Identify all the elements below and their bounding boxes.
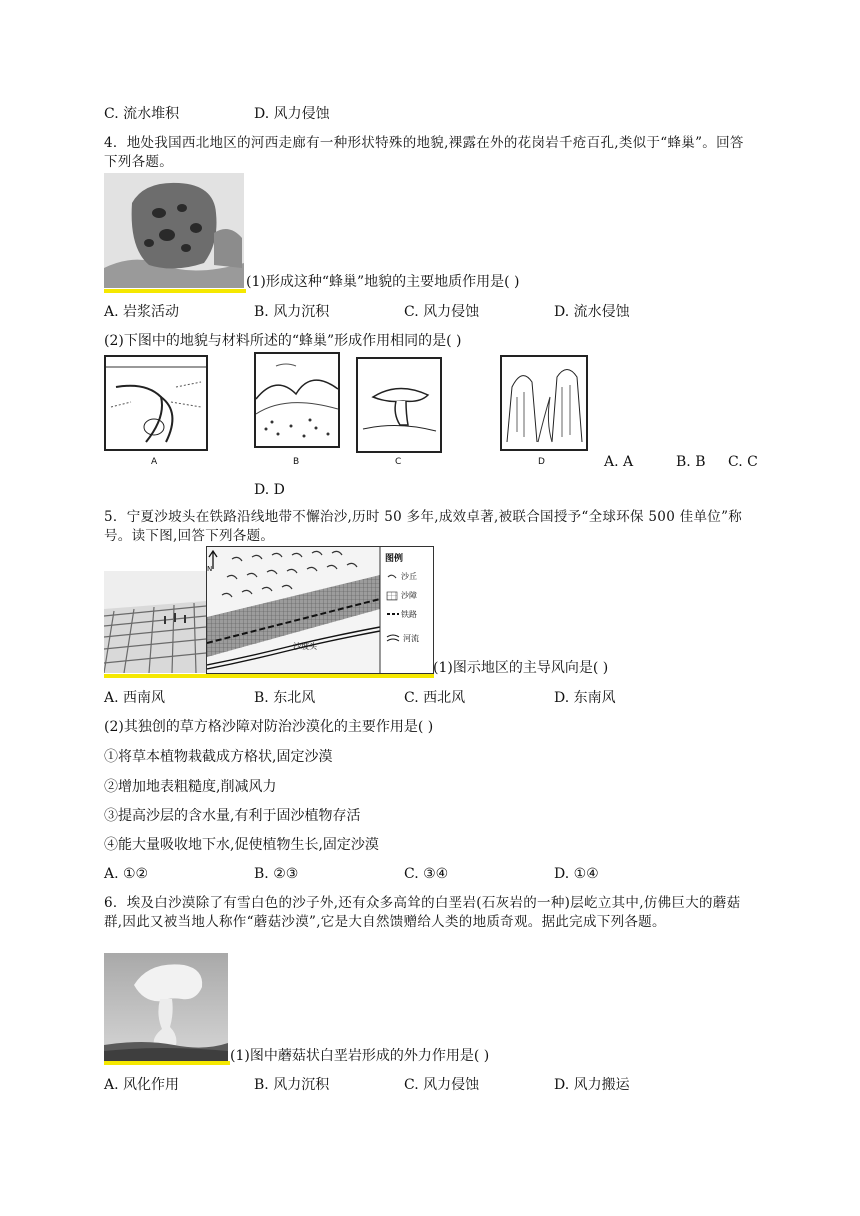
q5-sub2-option-b: B. ②③ <box>254 866 299 882</box>
q6-sub1-option-d: D. 风力搬运 <box>554 1077 630 1093</box>
legend-railway: 铁路 <box>401 610 417 619</box>
q5-intro: 5．宁夏沙坡头在铁路沿线地带不懈治沙,历时 50 多年,成效卓著,被联合国授予“全球环保 500 佳单位”称号。读下图,回答下列各题。 <box>104 509 743 544</box>
q4-sub2: (2)下图中的地貌与材料所述的“蜂巢”形成作用相同的是( ) <box>104 333 462 349</box>
q6-intro: 6．埃及白沙漠除了有雪白色的沙子外,还有众多高耸的白垩岩(石灰岩的一种)层屹立其中,仿佛巨大的蘑菇群,因此又被当地人称作“蘑菇沙漠”,它是大自然馈赠给人类的地质奇观。据此完成下列各题。 <box>104 895 741 930</box>
legend-dune: 沙丘 <box>401 572 417 581</box>
legend-river: 河流 <box>403 634 419 643</box>
q4-sub2-option-c: C. C <box>728 454 758 470</box>
legend-barrier: 沙障 <box>401 591 417 600</box>
sketch-river-valley <box>500 355 588 451</box>
straw-checkerboard-photo <box>104 571 206 673</box>
q5-sub1-option-a: A. 西南风 <box>104 690 166 706</box>
sketch-label-b: B <box>293 457 300 467</box>
sketch-label-a: A <box>151 457 158 467</box>
sketch-river-delta <box>104 355 208 451</box>
q4-sub2-option-a: A. A <box>604 454 634 470</box>
q6-sub1-option-c: C. 风力侵蚀 <box>404 1077 480 1093</box>
q5-sub1: (1)图示地区的主导风向是( ) <box>433 660 609 676</box>
q5-sub2-option-d: D. ①④ <box>554 866 599 882</box>
q5-sub2-option-a: A. ①② <box>104 866 149 882</box>
q6-sub1-option-b: B. 风力沉积 <box>254 1077 330 1093</box>
sketch-label-c: C <box>395 457 402 467</box>
prev-option-d: D. 风力侵蚀 <box>254 106 330 122</box>
q6-sub1-option-a: A. 风化作用 <box>104 1077 180 1093</box>
q5-statement-4: ④能大量吸收地下水,促使植物生长,固定沙漠 <box>104 837 379 853</box>
q6-sub1: (1)图中蘑菇状白垩岩形成的外力作用是( ) <box>230 1048 490 1064</box>
q4-sub1-option-c: C. 风力侵蚀 <box>404 304 480 320</box>
q5-statement-1: ①将草本植物栽截成方格状,固定沙漠 <box>104 749 333 765</box>
q4-sub1-option-a: A. 岩浆活动 <box>104 304 180 320</box>
map-place-label: 沙坡头 <box>293 642 317 651</box>
q4-sub1-option-b: B. 风力沉积 <box>254 304 330 320</box>
q5-sub2-option-c: C. ③④ <box>404 866 449 882</box>
mushroom-rock-photo <box>104 953 228 1061</box>
highlight-bar <box>104 674 434 678</box>
sketch-sand-dunes <box>254 352 340 448</box>
map-legend-title: 图例 <box>385 554 404 564</box>
q4-sub1-option-d: D. 流水侵蚀 <box>554 304 630 320</box>
shapotou-map <box>206 546 434 674</box>
map-north-label: N <box>207 565 213 573</box>
q5-sub1-option-d: D. 东南风 <box>554 690 616 706</box>
q5-sub1-option-b: B. 东北风 <box>254 690 316 706</box>
q5-sub1-option-c: C. 西北风 <box>404 690 466 706</box>
q4-sub1: (1)形成这种“蜂巢”地貌的主要地质作用是( ) <box>246 274 520 290</box>
prev-option-c: C. 流水堆积 <box>104 106 180 122</box>
q5-sub2: (2)其独创的草方格沙障对防治沙漠化的主要作用是( ) <box>104 719 434 735</box>
q5-statement-2: ②增加地表粗糙度,削减风力 <box>104 779 277 795</box>
sketch-label-d: D <box>538 457 545 467</box>
q4-sub2-option-b: B. B <box>676 454 706 470</box>
highlight-bar <box>104 289 246 293</box>
q4-intro: 4．地处我国西北地区的河西走廊有一种形状特殊的地貌,裸露在外的花岗岩千疮百孔,类似于“蜂巢”。回答下列各题。 <box>104 135 744 170</box>
honeycomb-rock-photo <box>104 173 244 288</box>
q4-sub2-option-d: D. D <box>254 482 285 498</box>
sketch-mushroom-rock <box>356 357 442 453</box>
q5-statement-3: ③提高沙层的含水量,有利于固沙植物存活 <box>104 808 361 824</box>
highlight-bar <box>104 1061 230 1065</box>
